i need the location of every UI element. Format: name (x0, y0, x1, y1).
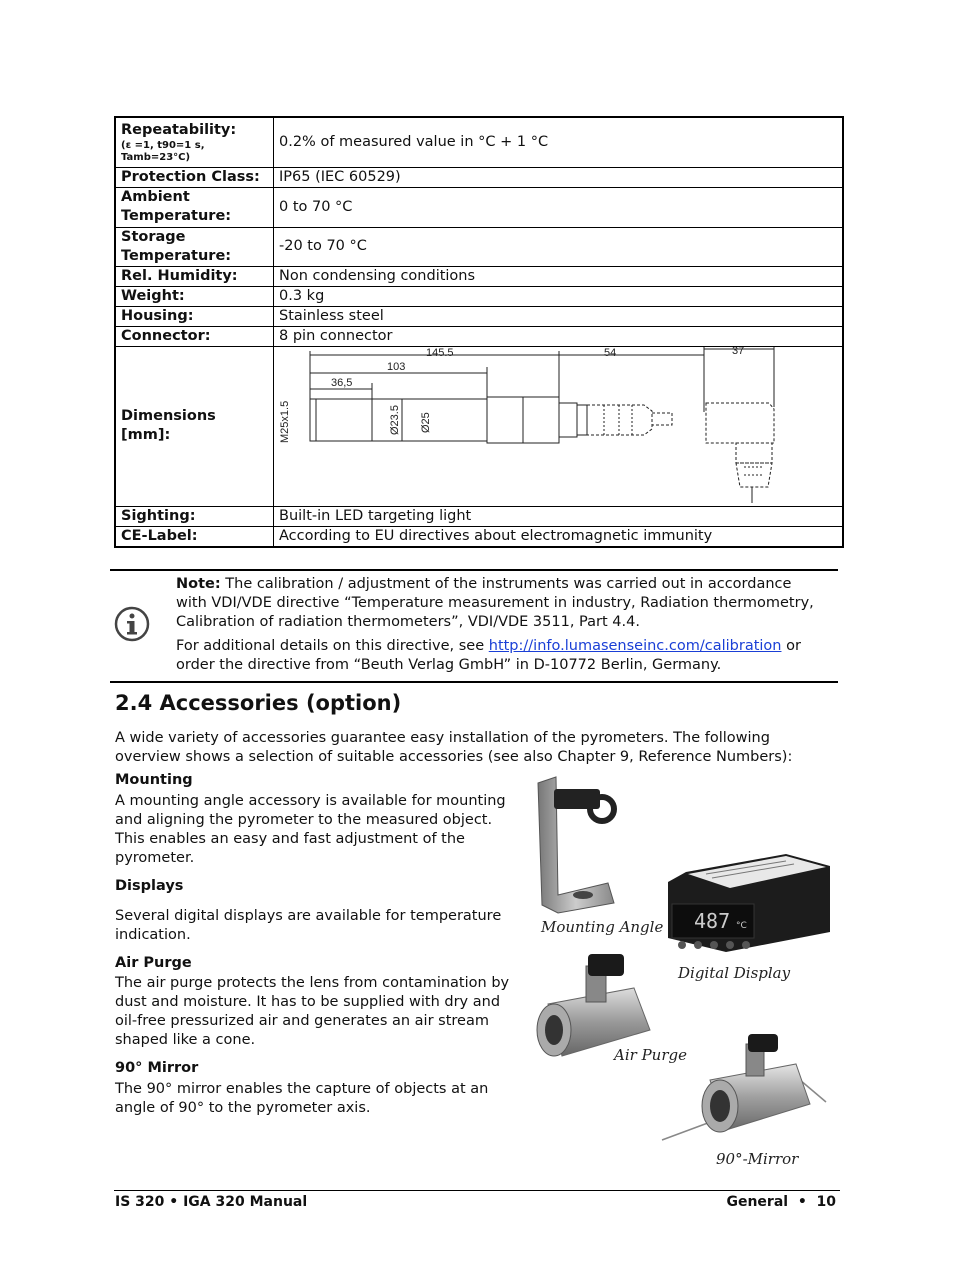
mounting-caption: Mounting Angle (541, 918, 664, 936)
row-label: Weight: (115, 286, 274, 306)
accessory-text: The 90° mirror enables the capture of objects at an angle of 90° to the pyrometer axis. (115, 1081, 489, 1116)
table-row (115, 227, 843, 266)
footer-left: IS 320 • IGA 320 Manual (115, 1194, 308, 1210)
mirror-caption: 90°-Mirror (716, 1150, 799, 1168)
airpurge-caption: Air Purge (614, 1046, 687, 1064)
dim-37-label: 37 (732, 347, 745, 357)
digital-display-image (666, 852, 832, 962)
section-title: 2.4 Accessories (option) (115, 691, 402, 715)
row-value: 0.3 kg (274, 286, 844, 306)
table-row (115, 117, 843, 167)
row-value: IP65 (IEC 60529) (274, 167, 844, 187)
thread-label: M25x1.5 (279, 400, 291, 443)
row-label: Housing: (115, 306, 274, 326)
dim-54-label: 54 (604, 347, 617, 359)
row-label: Ambient Temperature: (115, 187, 274, 227)
table-row (115, 167, 843, 187)
note-block (176, 575, 826, 680)
row-value: 0 to 70 °C (274, 187, 844, 227)
row-value: According to EU directives about electromagnetic immunity (274, 526, 844, 547)
footer-rule (114, 1190, 840, 1191)
table-row (115, 506, 843, 526)
accessory-heading: 90° Mirror (115, 1060, 199, 1076)
calibration-link[interactable]: http://info.lumasenseinc.com/calibration (488, 638, 782, 654)
note-paragraph (176, 637, 826, 675)
dim-145-label: 145.5 (426, 347, 454, 359)
dim-36-label: 36,5 (331, 377, 353, 389)
note-bottom-rule (110, 681, 838, 683)
table-row (115, 266, 843, 286)
dia2-label: Ø25 (420, 412, 432, 433)
row-value: Stainless steel (274, 306, 844, 326)
table-row (115, 326, 843, 346)
note-text3: or order the directive from “Beuth Verlag GmbH” in D-10772 Berlin, Germany. (176, 638, 801, 673)
row-label: CE-Label: (115, 526, 274, 547)
accessory-heading: Displays (115, 878, 184, 894)
row-value: 8 pin connector (274, 326, 844, 346)
row-value: 0.2% of measured value in °C + 1 °C (274, 117, 844, 167)
mounting-angle-image (528, 775, 620, 915)
accessory-heading: Air Purge (115, 955, 192, 971)
row-label: Rel. Humidity: (115, 266, 274, 286)
section-intro: A wide variety of accessories guarantee easy installation of the pyrometers. The following overview shows a selection of suitable accessories (see also Chapter 9, Reference Numbers): (115, 730, 793, 765)
note-text2: For additional details on this directive, see (176, 638, 489, 654)
row-label: Connector: (115, 326, 274, 346)
note-top-rule (110, 569, 838, 571)
table-row (115, 286, 843, 306)
table-row (115, 187, 843, 227)
table-row (115, 306, 843, 326)
row-label: Storage Temperature: (115, 227, 274, 266)
info-icon (114, 606, 150, 642)
display-reading: 487 (694, 909, 731, 933)
accessory-text: The air purge protects the lens from contamination by dust and moisture. It has to be supplied with dry and oil-free pressurized air and generates an air stream shaped like a cone. (115, 975, 510, 1048)
accessory-text: Several digital displays are available for temperature indication. (115, 908, 502, 943)
footer-right: General • 10 (726, 1194, 836, 1210)
dia1-label: Ø23.5 (389, 405, 401, 435)
dim-103-label: 103 (387, 361, 406, 373)
row-label: Dimensions [mm]: (115, 346, 274, 506)
specifications-table (114, 116, 844, 548)
row-sublabel: (ε =1, t90=1 s, Tamb=23°C) (121, 139, 205, 163)
note-paragraph (176, 575, 826, 632)
row-label: Repeatability: (121, 121, 237, 138)
table-row (115, 346, 843, 506)
row-label: Protection Class: (115, 167, 274, 187)
accessory-heading: Mounting (115, 772, 193, 788)
row-value: Built-in LED targeting light (274, 506, 844, 526)
row-value: Non condensing conditions (274, 266, 844, 286)
note-text: The calibration / adjustment of the instruments was carried out in accordance with VDI/VDE directive “Temperature measurement in industry, Radiation thermometry, Calibration of radiation thermometers”, VDI/VDE 3511, Part 4.4. (176, 576, 814, 630)
mirror-image (660, 1030, 830, 1142)
table-row (115, 526, 843, 547)
note-label: Note: (176, 576, 221, 592)
row-value: -20 to 70 °C (274, 227, 844, 266)
display-unit: °C (736, 921, 747, 931)
accessory-text: A mounting angle accessory is available for mounting and aligning the pyrometer to the measured object. This enables an easy and fast adjustment of the pyrometer. (115, 793, 506, 866)
row-label: Sighting: (115, 506, 274, 526)
display-caption: Digital Display (678, 964, 791, 982)
dimension-drawing-cell (274, 346, 844, 506)
dimension-drawing (274, 347, 842, 505)
